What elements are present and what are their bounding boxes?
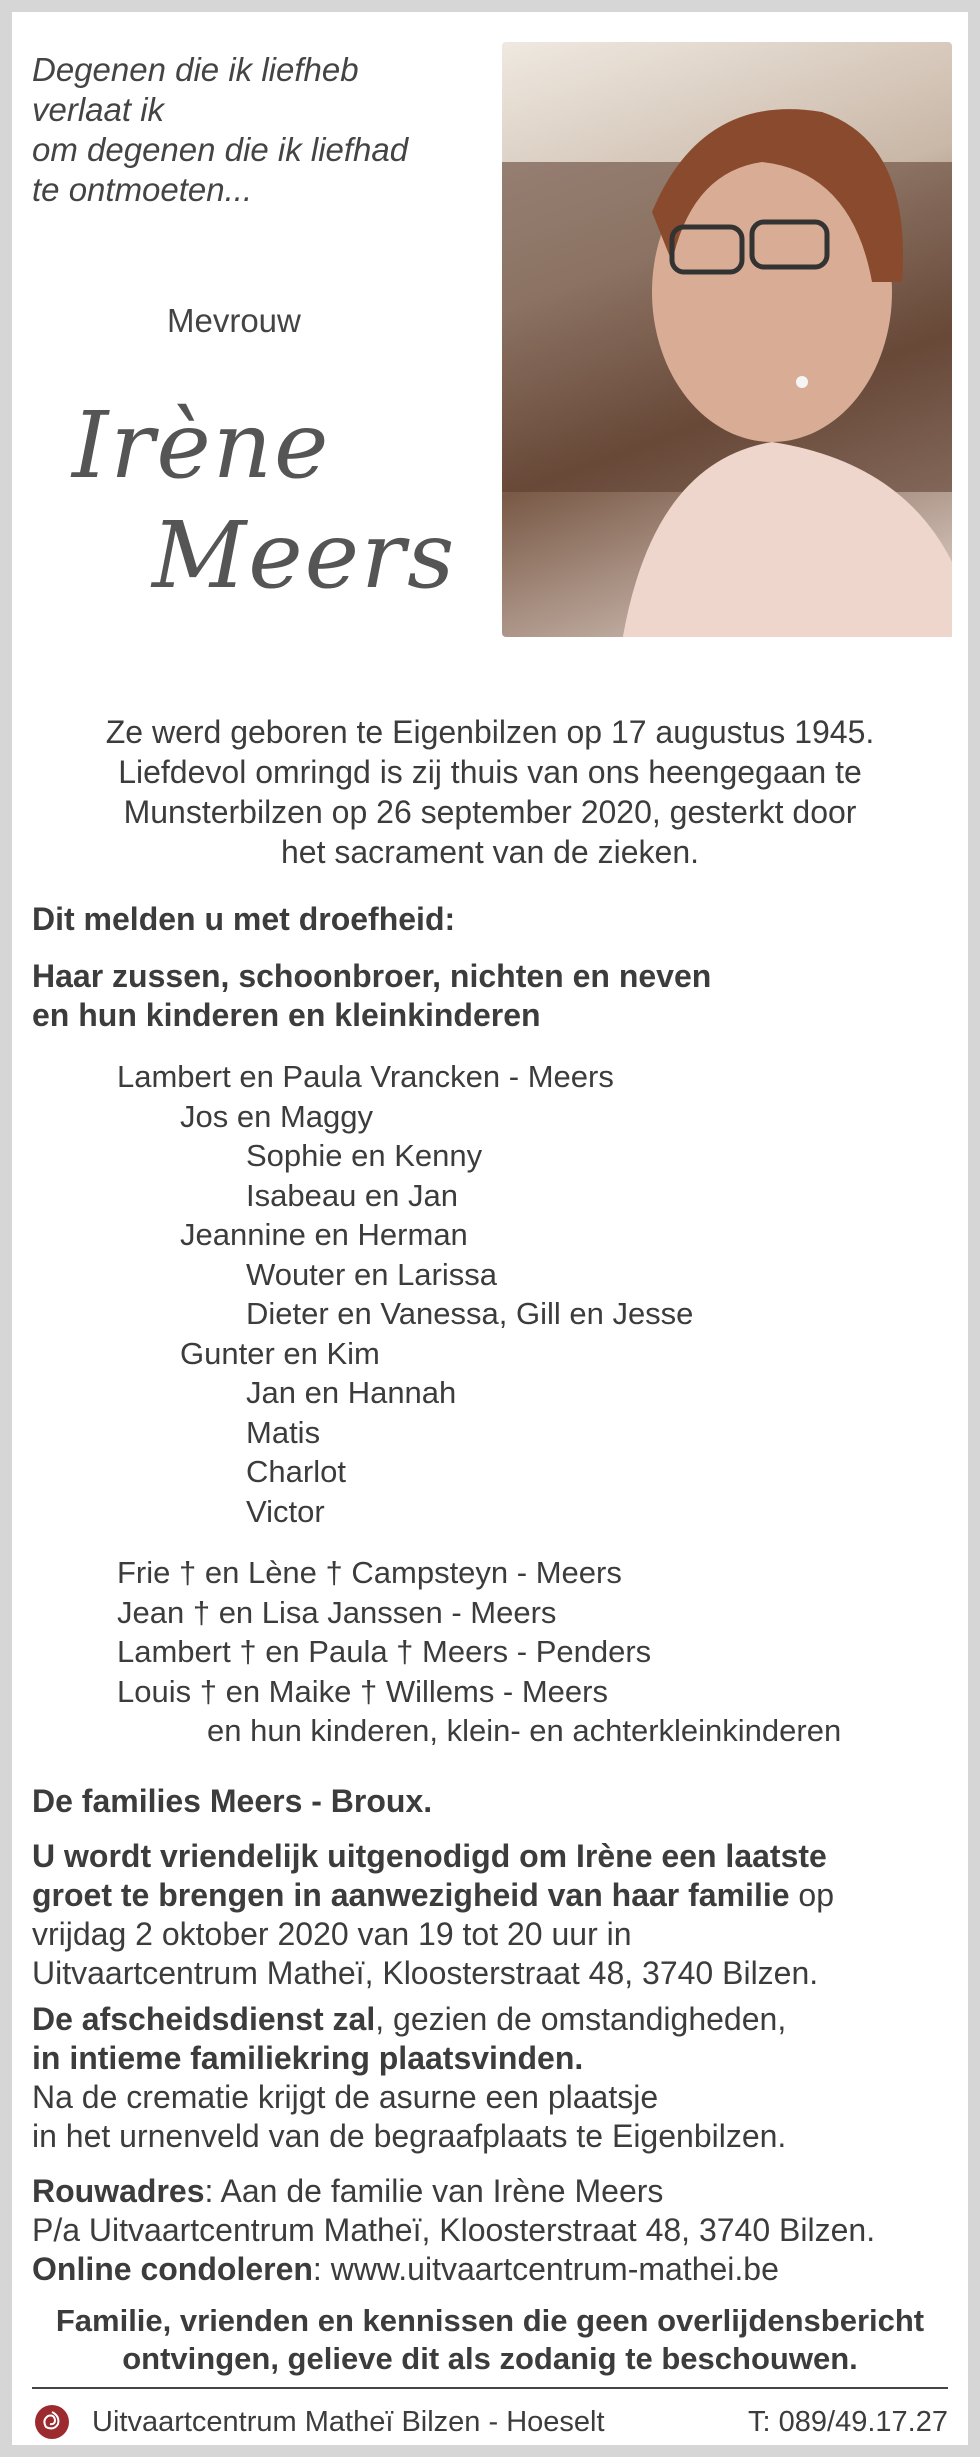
service-line: De afscheidsdienst zal	[32, 2001, 376, 2037]
family-member: Isabeau en Jan	[246, 1177, 459, 1213]
rose-logo-icon	[34, 2404, 70, 2440]
quote-line: te ontmoeten...	[32, 171, 253, 208]
death-notice-card	[12, 12, 968, 2445]
funeral-home-name: Uitvaartcentrum Matheï Bilzen - Hoeselt	[92, 2406, 605, 2438]
intro-paragraph	[12, 712, 968, 872]
invitation-line: U wordt vriendelijk uitgenodigd om Irène een laatste	[32, 1838, 827, 1874]
family-member: Jeannine en Herman	[180, 1217, 468, 1252]
invitation-line: groet te brengen in aanwezigheid van haar familie	[32, 1877, 790, 1913]
quote-line: om degenen die ik liefhad	[32, 131, 409, 168]
family-member: Frie † en Lène † Campsteyn - Meers	[117, 1555, 622, 1590]
last-name: Meers	[152, 502, 457, 609]
quote-line: verlaat ik	[32, 91, 165, 128]
family-member: Louis † en Maike † Willems - Meers	[117, 1673, 608, 1709]
service-line: Na de crematie krijgt de asurne een plaatsje	[32, 2079, 659, 2115]
closing-line: ontvingen, gelieve dit als zodanig te beschouwen.	[122, 2341, 858, 2376]
address-block	[32, 2172, 875, 2289]
phone-number: T: 089/49.17.27	[748, 2406, 948, 2438]
family-deceased-list	[12, 1553, 841, 1751]
announcement: Dit melden u met droefheid:	[32, 901, 456, 937]
service-line: , gezien de omstandigheden,	[375, 2001, 787, 2037]
relatives-heading-line: en hun kinderen en kleinkinderen	[32, 997, 541, 1033]
family-member: Sophie en Kenny	[246, 1138, 483, 1173]
invitation-line: vrijdag 2 oktober 2020 van 19 tot 20 uur in	[32, 1916, 632, 1952]
first-name: Irène	[72, 392, 331, 499]
family-member: Lambert en Paula Vrancken - Meers	[117, 1059, 614, 1094]
intro-line: Munsterbilzen op 26 september 2020, gesterkt door	[123, 794, 857, 830]
closing-line: Familie, vrienden en kennissen die geen overlijdensbericht	[55, 2303, 925, 2338]
family-member: Jan en Hannah	[246, 1375, 457, 1410]
family-list	[12, 1057, 693, 1531]
portrait-photo	[502, 42, 952, 637]
service-line: in intieme familiekring plaatsvinden.	[32, 2040, 584, 2076]
relatives-heading	[32, 957, 711, 1035]
family-member: Wouter en Larissa	[246, 1256, 497, 1292]
family-member: Victor	[246, 1493, 325, 1529]
address-text: : Aan de familie van Irène Meers	[204, 2173, 664, 2209]
footer	[32, 2402, 948, 2442]
intro-line: Ze werd geboren te Eigenbilzen op 17 augustus 1945.	[105, 714, 875, 750]
relatives-heading-line: Haar zussen, schoonbroer, nichten en neven	[32, 958, 712, 994]
opening-quote	[32, 50, 408, 210]
address-line: P/a Uitvaartcentrum Matheï, Kloosterstraat 48, 3740 Bilzen.	[32, 2212, 876, 2248]
divider	[32, 2387, 948, 2389]
online-condolence-label: Online condoleren	[32, 2251, 313, 2287]
closing-note	[12, 2302, 968, 2378]
quote-line: Degenen die ik liefheb	[32, 51, 359, 88]
address-label: Rouwadres	[32, 2173, 205, 2209]
intro-line: Liefdevol omringd is zij thuis van ons heengegaan te	[118, 754, 862, 790]
family-member: Gunter en Kim	[180, 1335, 380, 1371]
families-line: De families Meers - Broux.	[32, 1783, 433, 1819]
family-member: Jean † en Lisa Janssen - Meers	[117, 1594, 557, 1630]
family-member: Dieter en Vanessa, Gill en Jesse	[246, 1296, 694, 1331]
salutation: Mevrouw	[167, 302, 301, 339]
family-member: Charlot	[246, 1454, 346, 1489]
family-member: Matis	[246, 1414, 321, 1450]
family-member: en hun kinderen, klein- en achterkleinkinderen	[207, 1713, 842, 1748]
service-line: in het urnenveld van de begraafplaats te Eigenbilzen.	[32, 2118, 787, 2154]
online-condolence-link[interactable]: : www.uitvaartcentrum-mathei.be	[312, 2251, 779, 2287]
service-paragraph	[32, 2000, 786, 2156]
intro-line: het sacrament van de zieken.	[280, 834, 699, 870]
family-member: Jos en Maggy	[180, 1098, 373, 1134]
invitation-paragraph	[32, 1837, 834, 1993]
family-member: Lambert † en Paula † Meers - Penders	[117, 1634, 652, 1669]
invitation-line: Uitvaartcentrum Matheï, Kloosterstraat 48, 3740 Bilzen.	[32, 1955, 819, 1991]
invitation-line: op	[789, 1877, 834, 1913]
